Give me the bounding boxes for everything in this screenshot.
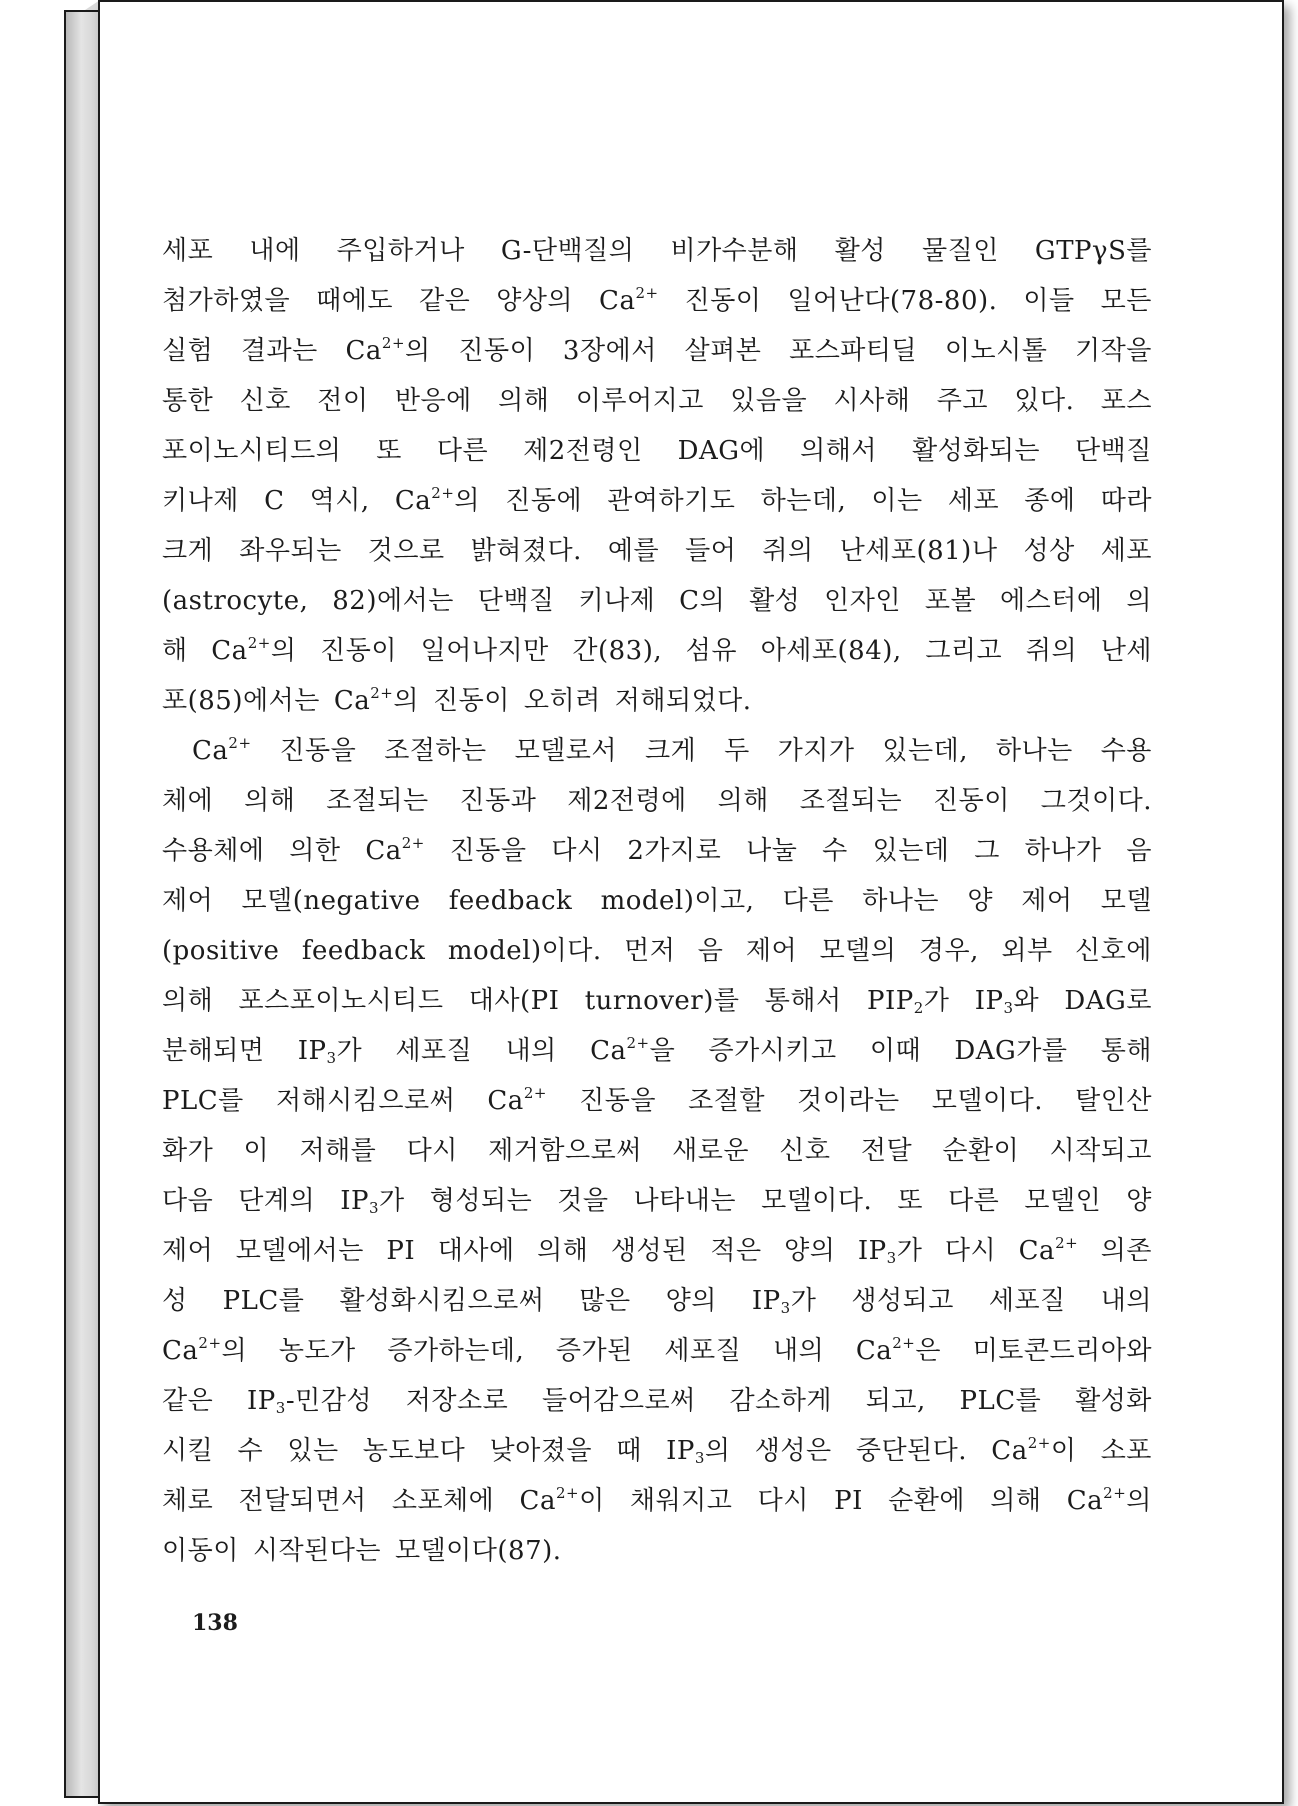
word: 시킬 [162, 1436, 214, 1466]
word: 의해 [244, 786, 296, 816]
word: 다시 [757, 1486, 809, 1516]
word: 모델 [1100, 886, 1152, 916]
word: 좌우되는 [239, 536, 342, 566]
word: 전달되면서 [238, 1486, 367, 1516]
word: 수용 [1100, 736, 1152, 766]
word: PI [834, 1486, 863, 1516]
word: 쥐의 [762, 536, 814, 566]
word: 해 [162, 636, 188, 666]
word: 신호 [239, 386, 291, 416]
word: 대사에 [437, 1236, 515, 1266]
word: 음 [1126, 836, 1152, 866]
word: C [264, 486, 285, 516]
word: 밝혀졌다. [470, 536, 582, 566]
word: PLC를 [162, 1086, 244, 1116]
word: 활성 [834, 236, 886, 266]
word: 하나는 [862, 886, 940, 916]
text-line [162, 1226, 1152, 1276]
word: 예를 [607, 536, 660, 566]
word: 같은 [418, 286, 471, 316]
word: 양상의 [496, 286, 574, 316]
word: PI [386, 1236, 416, 1266]
word: 키나제 [578, 586, 656, 616]
word: 진동이 [433, 686, 510, 716]
word: 대사(PI [468, 986, 560, 1016]
word: 실험 [162, 336, 214, 366]
word: 양 [967, 886, 993, 916]
word: 포이노시티드의 [162, 436, 342, 466]
text-line [162, 776, 1152, 826]
word: $IP_3$가 [297, 1036, 363, 1067]
word: 하는데, [760, 486, 847, 516]
word: $IP_3$의 [666, 1436, 731, 1467]
text-line [162, 476, 1152, 526]
word: 82)에서는 [332, 586, 454, 616]
word: 다시 [406, 1136, 458, 1166]
word: 쥐의 [1025, 636, 1078, 666]
word: 에스터에 [1000, 586, 1103, 616]
word: 제2전령에 [567, 786, 687, 816]
text-line [162, 1026, 1152, 1076]
word: $Ca^{2+}$을 [590, 1034, 676, 1066]
word: 증가하는데, [387, 1336, 525, 1366]
word: 순환이 [942, 1136, 1020, 1166]
text-line [162, 926, 1152, 976]
word: 먼저 [624, 936, 676, 966]
word: 있다. [1014, 386, 1075, 416]
word: 진동이 [684, 286, 762, 316]
word: 2가지로 [627, 836, 722, 866]
word: $IP_3$가 [857, 1236, 923, 1267]
word: 두 [724, 736, 750, 766]
text-line [162, 1376, 1152, 1426]
word: 때에도 [316, 286, 393, 316]
word: 오히려 [523, 686, 601, 716]
word: 저장소로 [405, 1386, 509, 1416]
text-line [162, 876, 1152, 926]
word: 모든 [1100, 286, 1152, 316]
word: 진동을 [579, 1086, 656, 1116]
word: 체로 [162, 1486, 214, 1516]
word: feedback [301, 936, 426, 966]
word: GTPγS를 [1034, 236, 1152, 266]
word: $Ca^{2+}$이 [991, 1434, 1077, 1466]
word: 결과는 [240, 336, 318, 366]
word: 같은 [162, 1386, 214, 1416]
text-line [162, 626, 1152, 676]
word: 진동이 [320, 636, 397, 666]
word: PLC를 [222, 1286, 305, 1316]
word: 난세 [1100, 636, 1152, 666]
word: 3장에서 [562, 336, 657, 366]
word: model)이다. [447, 936, 602, 966]
word: 제2전령인 [523, 436, 643, 466]
word: 통한 [162, 386, 214, 416]
word: 미토콘드리아와 [972, 1336, 1152, 1366]
word: 시작되고 [1049, 1136, 1152, 1166]
word: 통해 [1100, 1036, 1152, 1066]
word: 물질인 [921, 236, 999, 266]
word: 활성화시킴으로써 [339, 1286, 545, 1316]
word: 의 [1126, 586, 1152, 616]
word: 진동에 [505, 486, 583, 516]
page-number: 138 [192, 1610, 238, 1636]
word: 이는 [871, 486, 923, 516]
word: 의해 [498, 386, 550, 416]
word: 다른 [948, 1186, 1000, 1216]
text-line [162, 1276, 1152, 1326]
word: 이들 [1023, 286, 1075, 316]
word: 전달 [860, 1136, 913, 1166]
word: 것으로 [367, 536, 445, 566]
word: $Ca^{2+}$의 [333, 684, 419, 716]
word: 음 [697, 936, 724, 966]
text-line [162, 376, 1152, 426]
word: 나눌 [746, 836, 798, 866]
word: 제거함으로써 [488, 1136, 642, 1166]
word: 때 [616, 1436, 642, 1466]
word: 단백질 [1075, 436, 1152, 466]
word: 난세포(81)나 [839, 536, 998, 566]
word: $Ca^{2+}$의 [162, 1334, 248, 1366]
word: 조절할 [688, 1086, 765, 1116]
word: $Ca^{2+}$의 [211, 634, 297, 666]
word: 모델(negative [241, 886, 421, 916]
word: 탈인산 [1075, 1086, 1152, 1116]
word: 분해되면 [162, 1036, 265, 1066]
word: $IP_3-$민감성 [247, 1386, 372, 1417]
word: 이 [243, 1136, 270, 1166]
text-line [162, 526, 1152, 576]
word: 일어나지만 [420, 636, 549, 666]
word: 제어 [1021, 886, 1073, 916]
text-line [162, 1326, 1152, 1376]
word: 섬유 [685, 636, 738, 666]
text-line [162, 1076, 1152, 1126]
word: DAG가를 [954, 1036, 1068, 1066]
word: 하나는 [995, 736, 1073, 766]
word: 관여하기도 [607, 486, 736, 516]
word: 있는데 [872, 836, 950, 866]
word: 모델이다. [931, 1086, 1043, 1116]
word: 크게 [644, 736, 697, 766]
word: 세포 [947, 486, 1000, 516]
word: DAG에 [677, 436, 766, 466]
word: 순환에 [888, 1486, 966, 1516]
word: 들어 [685, 536, 737, 566]
word: 단계의 [238, 1186, 316, 1216]
word: 그것이다. [1040, 786, 1152, 816]
word: 또 [897, 1186, 923, 1216]
word: 수 [237, 1436, 264, 1466]
word: 의해서 [800, 436, 877, 466]
word: 세포질 [988, 1286, 1066, 1316]
word: C의 [679, 586, 726, 616]
word: 것이라는 [797, 1086, 900, 1116]
word: $Ca^{2+}$ [599, 284, 659, 316]
word: DAG로 [1064, 986, 1152, 1016]
word: 또 [376, 436, 402, 466]
word: 농도보다 [362, 1436, 466, 1466]
word: 중단된다. [855, 1436, 968, 1466]
word: 반응에 [394, 386, 472, 416]
text-line [162, 226, 1152, 276]
word: 소포 [1100, 1436, 1152, 1466]
word: 신호 [779, 1136, 831, 1166]
word: 의해 [717, 786, 769, 816]
text-line [162, 826, 1152, 876]
word: 새로운 [672, 1136, 749, 1166]
word: 경우, [918, 936, 979, 966]
word: (astrocyte, [162, 586, 309, 616]
word: $Ca^{2+}$이 [519, 1484, 605, 1516]
word: 주입하거나 [336, 236, 465, 266]
word: 저해시킴으로써 [275, 1086, 456, 1116]
word: 조절하는 [384, 736, 487, 766]
word: $Ca^{2+}$ [487, 1084, 547, 1116]
body-text [162, 226, 1152, 1576]
word: 모델인 [1024, 1186, 1102, 1216]
word: 생성되고 [851, 1286, 954, 1316]
word: 종에 [1024, 486, 1076, 516]
word: 일어난다(78-80). [787, 286, 998, 316]
text-line [162, 1126, 1152, 1176]
word: $Ca^{2+}$은 [855, 1334, 942, 1366]
word: 진동을 [279, 736, 357, 766]
text-line [162, 576, 1152, 626]
word: 감소하게 [729, 1386, 832, 1416]
word: 성 [162, 1286, 188, 1316]
text-line [162, 1176, 1152, 1226]
word: 의해 [990, 1486, 1042, 1516]
word: 그리고 [925, 636, 1003, 666]
word: 있는데, [882, 736, 969, 766]
word: 증가된 [555, 1336, 633, 1366]
word: 크게 [162, 536, 214, 566]
text-line [162, 1426, 1152, 1476]
word: 신호에 [1075, 936, 1152, 966]
word: 모델로서 [514, 736, 618, 766]
word: 들어감으로써 [542, 1386, 696, 1416]
text-line [162, 726, 1152, 776]
word: 외부 [1001, 936, 1053, 966]
word: 내의 [772, 1336, 825, 1366]
word: 나타내는 [633, 1186, 737, 1216]
word: 모델이다(87). [394, 1536, 562, 1566]
book-spine [64, 10, 102, 1798]
word: 제어 [162, 886, 214, 916]
word: $Ca^{2+}$의 [394, 484, 481, 516]
word: 의존 [1100, 1236, 1152, 1266]
word: 수용체에 [162, 836, 265, 866]
word: G-단백질의 [500, 236, 635, 266]
word: 저해되었다. [614, 686, 752, 716]
text-line [162, 676, 1152, 726]
word: 이동이 [162, 1536, 239, 1566]
word: 수 [822, 836, 848, 866]
word: 의한 [289, 836, 341, 866]
word: $Ca^{2+}$의 [345, 334, 431, 366]
word: 주고 [936, 386, 988, 416]
word: $Ca^{2+}$ [192, 734, 252, 766]
word: 키나제 [162, 486, 239, 516]
word: $Ca^{2+}$의 [1066, 1484, 1152, 1516]
word: 세포질 [664, 1336, 742, 1366]
word: $Ca^{2+}$ [1018, 1234, 1079, 1266]
word: 것을 [557, 1186, 609, 1216]
word: 양 [1126, 1186, 1152, 1216]
word: 다른 [782, 886, 834, 916]
word: 진동이 [933, 786, 1010, 816]
word: feedback [448, 886, 573, 916]
word: 모델에서는 [235, 1236, 364, 1266]
word: 있음을 [730, 386, 808, 416]
word: $IP_3$와 [974, 986, 1040, 1017]
word: 진동이 [458, 336, 536, 366]
word: 채워지고 [629, 1486, 733, 1516]
word: 통해서 [764, 986, 842, 1016]
word: model)이고, [600, 886, 755, 916]
word: 많은 [579, 1286, 631, 1316]
word: 간(83), [572, 636, 663, 666]
word: 생성된 [610, 1236, 688, 1266]
text-line [162, 426, 1152, 476]
word: 소포체에 [391, 1486, 495, 1516]
word: 다시 [551, 836, 603, 866]
word: 전이 [317, 386, 369, 416]
word: 이노시톨 [944, 336, 1048, 366]
word: 생성은 [754, 1436, 832, 1466]
word: 양의 [665, 1286, 717, 1316]
word: 제어 [162, 1236, 214, 1266]
word: 포(85)에서는 [162, 686, 320, 716]
word: 아세포(84), [760, 636, 902, 666]
word: 내의 [505, 1036, 557, 1066]
word: 화가 [162, 1136, 214, 1166]
word: 모델이다. [761, 1186, 873, 1216]
word: 이때 [869, 1036, 922, 1066]
text-line [162, 1526, 1152, 1576]
word: 활성 [749, 586, 801, 616]
word: PLC를 [959, 1386, 1042, 1416]
word: 성상 [1023, 536, 1075, 566]
word: 세포 [162, 236, 214, 266]
word: 역시, [309, 486, 370, 516]
word: 농도가 [278, 1336, 356, 1366]
word: $PIP_2$가 [866, 986, 950, 1017]
word: 따라 [1100, 486, 1152, 516]
word: 포볼 [924, 586, 977, 616]
word: 내의 [1100, 1286, 1152, 1316]
text-line [162, 1476, 1152, 1526]
word: 첨가하였을 [162, 286, 291, 316]
word: 의해 [162, 986, 214, 1016]
word: 내에 [249, 236, 301, 266]
word: (positive [162, 936, 280, 966]
word: 조절되는 [799, 786, 903, 816]
word: 의해 [537, 1236, 589, 1266]
word: 하나가 [1024, 836, 1102, 866]
word: 양의 [784, 1236, 836, 1266]
word: 활성화되는 [911, 436, 1041, 466]
word: $IP_3$가 [340, 1186, 405, 1217]
word: 활성화 [1075, 1386, 1152, 1416]
word: turnover)를 [584, 986, 740, 1016]
word: 진동을 [449, 836, 527, 866]
text-line [162, 976, 1152, 1026]
word: 증가시키고 [708, 1036, 837, 1066]
word: 단백질 [477, 586, 555, 616]
word: 포스 [1100, 386, 1152, 416]
word: 이루어지고 [575, 386, 704, 416]
text-line [162, 326, 1152, 376]
text-line [162, 276, 1152, 326]
word: 저해를 [299, 1136, 377, 1166]
word: 모델의 [819, 936, 897, 966]
word: 시작된다는 [252, 1536, 381, 1566]
word: 되고, [865, 1386, 926, 1416]
word: 적은 [710, 1236, 762, 1266]
word: 포스포이노시티드 [238, 986, 444, 1016]
word: 세포 [1100, 536, 1152, 566]
word: 살펴본 [684, 336, 762, 366]
word: 낮아졌을 [489, 1436, 592, 1466]
word: 그 [974, 836, 1000, 866]
word: 제어 [745, 936, 798, 966]
word: 다음 [162, 1186, 214, 1216]
word: $IP_3$가 [751, 1286, 817, 1317]
word: 기작을 [1075, 336, 1152, 366]
word: 포스파티딜 [789, 336, 918, 366]
word: 인자인 [824, 586, 902, 616]
word: 시사해 [833, 386, 911, 416]
word: 다른 [436, 436, 489, 466]
word: 형성되는 [429, 1186, 533, 1216]
word: 가지가 [777, 736, 855, 766]
word: 있는 [287, 1436, 339, 1466]
word: 조절되는 [326, 786, 429, 816]
word: 체에 [162, 786, 214, 816]
word: $Ca^{2+}$ [365, 834, 425, 866]
word: 진동과 [459, 786, 537, 816]
word: 다시 [944, 1236, 997, 1266]
word: 비가수분해 [670, 236, 799, 266]
word: 세포질 [395, 1036, 473, 1066]
